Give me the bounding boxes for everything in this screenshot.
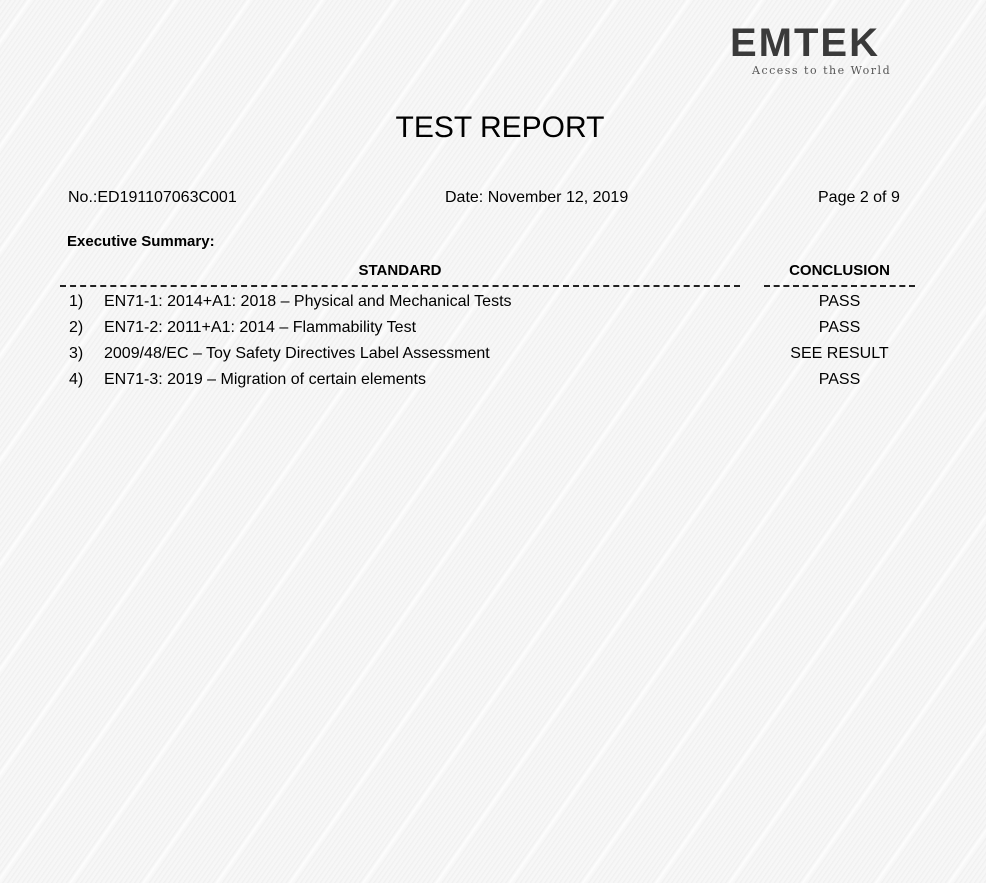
row-number: 4) bbox=[69, 371, 84, 388]
row-conclusion: SEE RESULT bbox=[790, 345, 889, 362]
summary-table bbox=[0, 291, 986, 395]
row-conclusion: PASS bbox=[818, 371, 861, 388]
table-row bbox=[0, 369, 986, 395]
row-conclusion: PASS bbox=[818, 319, 861, 336]
row-number: 1) bbox=[69, 293, 84, 310]
page-number: Page 2 of 9 bbox=[818, 189, 900, 206]
logo-tagline: Access to the World bbox=[752, 64, 892, 77]
standard-column-header: STANDARD bbox=[60, 261, 740, 287]
row-standard: EN71-3: 2019 – Migration of certain elements bbox=[104, 371, 426, 388]
row-conclusion: PASS bbox=[818, 293, 861, 310]
row-number: 2) bbox=[69, 319, 84, 336]
report-number: No.:ED191107063C001 bbox=[68, 189, 237, 206]
page-title: TEST REPORT bbox=[395, 111, 605, 144]
conclusion-column-header: CONCLUSION bbox=[764, 261, 915, 287]
row-standard: 2009/48/EC – Toy Safety Directives Label Assessment bbox=[104, 345, 490, 362]
report-date: Date: November 12, 2019 bbox=[445, 189, 629, 206]
executive-summary-heading: Executive Summary: bbox=[67, 233, 215, 250]
row-number: 3) bbox=[69, 345, 84, 362]
table-row bbox=[0, 317, 986, 343]
row-standard: EN71-1: 2014+A1: 2018 – Physical and Mechanical Tests bbox=[104, 293, 512, 310]
company-logo bbox=[730, 22, 920, 78]
table-row bbox=[0, 343, 986, 369]
logo-wordmark: EMTEK bbox=[730, 21, 880, 65]
row-standard: EN71-2: 2011+A1: 2014 – Flammability Test bbox=[104, 319, 417, 336]
table-row bbox=[0, 291, 986, 317]
